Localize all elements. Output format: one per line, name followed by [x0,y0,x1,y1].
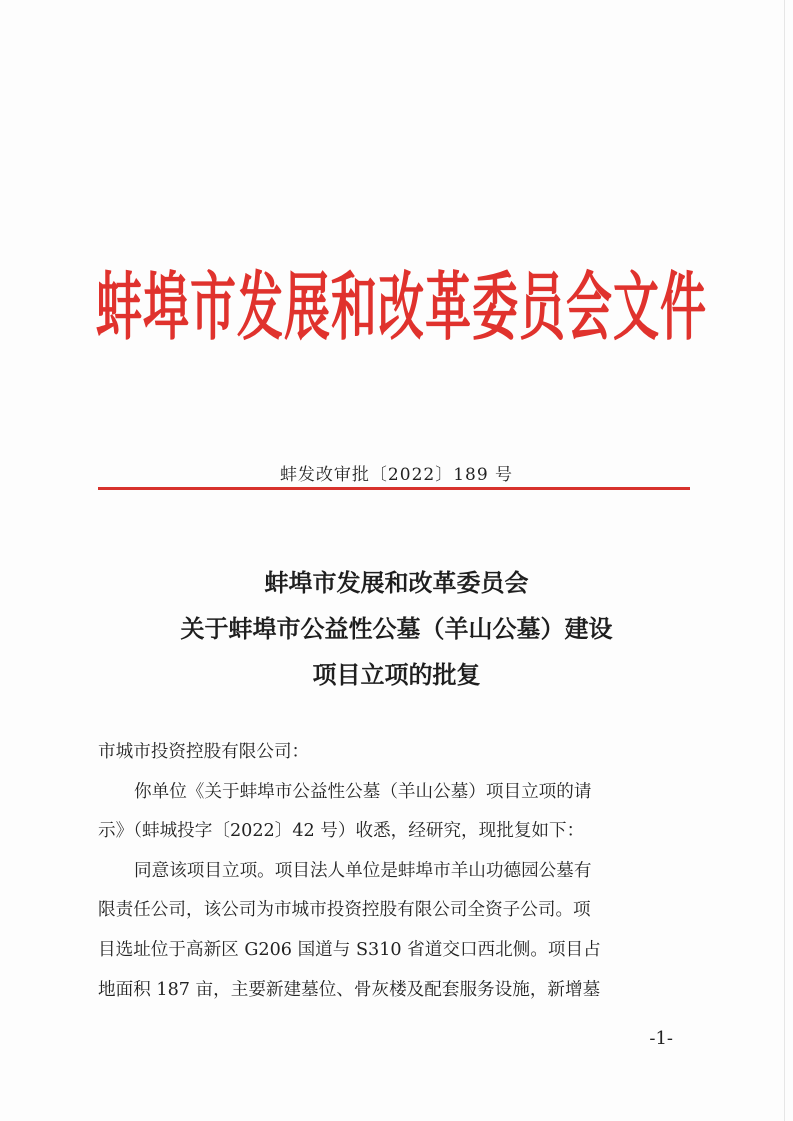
red-header-title: 蚌埠市发展和改革委员会文件 [96,263,707,351]
page-number: -1- [649,1028,673,1049]
red-divider-line [98,487,690,490]
body-line: 示》（蚌城投字〔2022〕42 号）收悉，经研究，现批复如下： [98,821,585,842]
title-line-3: 项目立项的批复 [312,661,481,689]
body-line: 同意该项目立项。项目法人单位是蚌埠市羊山功德园公墓有 [134,860,592,881]
body-line: 目选址位于高新区 G206 国道与 S310 省道交口西北侧。项目占 [98,939,601,960]
title-line-2: 关于蚌埠市公益性公墓（羊山公墓）建设 [180,615,613,643]
document-body [98,733,698,1010]
body-line: 你单位《关于蚌埠市公益性公墓（羊山公墓）项目立项的请 [134,781,592,802]
body-line: 限责任公司，该公司为市城市投资控股有限公司全资子公司。项 [98,900,591,921]
document-number: 蚌发改审批〔2022〕189 号 [279,465,514,485]
addressee-line: 市城市投资控股有限公司： [98,742,310,762]
title-line-1: 蚌埠市发展和改革委员会 [264,569,529,597]
body-line: 地面积 187 亩，主要新建墓位、骨灰楼及配套服务设施，新增墓 [98,979,601,1000]
document-title [0,560,793,698]
